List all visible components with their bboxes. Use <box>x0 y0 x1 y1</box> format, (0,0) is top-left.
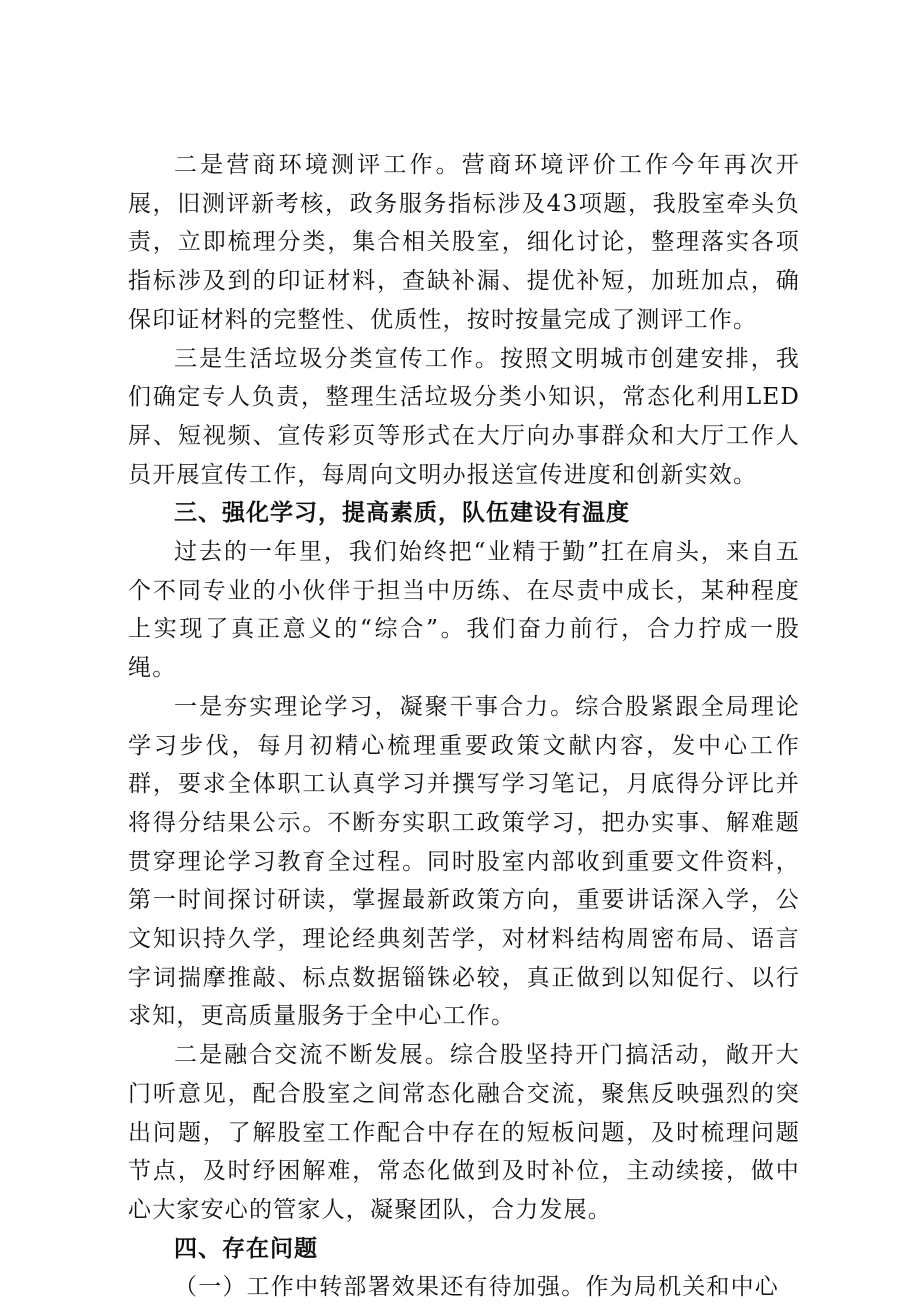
paragraph-business-environment: 二是营商环境测评工作。营商环境评价工作今年再次开展，旧测评新考核，政务服务指标涉及43项题，我股室牵头负责，立即梳理分类，集合相关股室，细化讨论，整理落实各项指标涉及到的印证材料，查缺补漏、提优补短，加班加点，确保印证材料的完整性、优质性，按时按量完成了测评工作。 <box>128 152 800 333</box>
paragraph-problem-one: （一）工作中转部署效果还有待加强。作为局机关和中心 <box>174 1274 779 1301</box>
section-heading-problems: 四、存在问题 <box>174 1235 318 1262</box>
paragraph-communication: 二是融合交流不断发展。综合股坚持开门搞活动，敞开大门听意见，配合股室之间常态化融合交流，聚焦反映强烈的突出问题，了解股室工作配合中存在的短板问题，及时梳理问题节点，及时纾困解难，常态化做到及时补位，主动续接，做中心大家安心的管家人，凝聚团队，合力发展。 <box>128 1042 800 1223</box>
paragraph-garbage-sorting: 三是生活垃圾分类宣传工作。按照文明城市创建安排，我们确定专人负责，整理生活垃圾分类小知识，常态化利用LED屏、短视频、宣传彩页等形式在大厅向办事群众和大厅工作人员开展宣传工作，每周向文明办报送宣传进度和创新实效。 <box>128 345 800 488</box>
document-body <box>128 146 800 1307</box>
paragraph-theory-study: 一是夯实理论学习，凝聚干事合力。综合股紧跟全局理论学习步伐，每月初精心梳理重要政策文献内容，发中心工作群，要求全体职工认真学习并撰写学习笔记，月底得分评比并将得分结果公示。不断夯实职工政策学习，把办实事、解难题贯穿理论学习教育全过程。同时股室内部收到重要文件资料，第一时间探讨研读，掌握最新政策方向，重要讲话深入学，公文知识持久学，理论经典刻苦学，对材料结构周密布局、语言字词揣摩推敲、标点数据锱铢必较，真正做到以知促行、以行求知，更高质量服务于全中心工作。 <box>128 693 800 1030</box>
paragraph-past-year: 过去的一年里，我们始终把“业精于勤”扛在肩头，来自五个不同专业的小伙伴于担当中历练、在尽责中成长，某种程度上实现了真正意义的“综合”。我们奋力前行，合力拧成一股绳。 <box>128 539 800 682</box>
section-heading-study: 三、强化学习，提高素质，队伍建设有温度 <box>174 500 630 527</box>
